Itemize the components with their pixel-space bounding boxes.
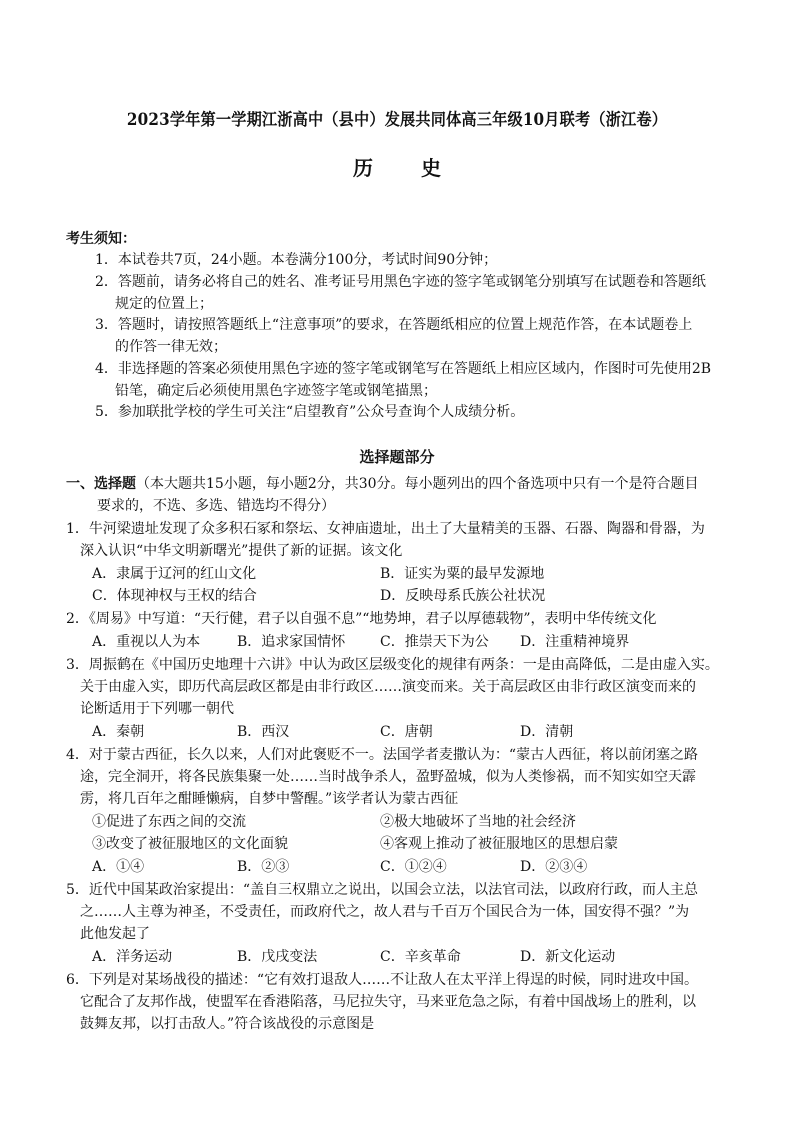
notice-item: 5．参加联批学校的学生可关注“启望教育”公众号查询个人成绩分析。 — [95, 404, 525, 420]
question-1-stem: 1．牛河梁遗址发现了众多积石冢和祭坛、女神庙遗址，出土了大量精美的玉器、石器、陶器和骨器，为 — [66, 521, 705, 537]
q3-option-d: D．清朝 — [520, 724, 574, 740]
q3-option-c: C．唐朝 — [380, 724, 433, 740]
section-intro — [66, 474, 699, 494]
q1-option-b: B．证实为粟的最早发源地 — [380, 566, 545, 582]
question-5-stem: 5．近代中国某政治家提出：“盖自三权鼎立之说出，以国会立法，以法官司法，以政府行政，而人主总 — [66, 882, 699, 898]
section-title: 选择题部分 — [359, 448, 435, 466]
question-6-stem: 鼓舞友邦，以打击敌人。”符合该战役的示意图是 — [80, 1016, 375, 1032]
q5-option-c: C．辛亥革命 — [380, 949, 461, 965]
notice-item: 规定的位置上； — [115, 296, 213, 312]
notice-item: 铅笔，确定后必须使用黑色字迹签字笔或钢笔描黑； — [115, 383, 437, 399]
q1-option-c: C．体现神权与王权的结合 — [92, 588, 257, 604]
notice-item: 的作答一律无效； — [115, 339, 227, 355]
question-3-stem: 关于由虚入实，即历代高层政区都是由非行政区……演变而来。关于高层政区由非行政区演变而来的 — [80, 679, 696, 695]
question-6-stem: 6．下列是对某场战役的描述：“它有效打退敌人……不让敌人在太平洋上得逞的时候，同时进攻中国。 — [66, 972, 699, 988]
q4-option-a: A．①④ — [92, 859, 145, 875]
q4-option-c: C．①②④ — [380, 859, 447, 875]
notice-item: 1．本试卷共7页，24小题。本卷满分100分，考试时间90分钟； — [95, 252, 498, 268]
q1-option-a: A．隶属于辽河的红山文化 — [92, 566, 257, 582]
question-5-stem: 之……人主尊为神圣，不受责任，而政府代之，故人君与千百万个国民合为一体，国安得不强？”为 — [80, 904, 690, 920]
q1-option-d: D．反映母系氏族公社状况 — [380, 588, 546, 604]
notice-heading: 考生须知： — [66, 231, 136, 247]
question-5-stem: 此他发起了 — [80, 926, 150, 942]
q2-option-d: D．注重精神境界 — [520, 634, 630, 650]
question-3-stem: 3．周振鹤在《中国历史地理十六讲》中认为政区层级变化的规律有两条：一是由高降低，二是由虚入实。 — [66, 657, 719, 673]
q4-statement-4: ④客观上推动了被征服地区的思想启蒙 — [380, 836, 618, 852]
q3-option-a: A．秦朝 — [92, 724, 145, 740]
question-3-stem: 论断适用于下列哪一朝代 — [80, 701, 234, 717]
q4-statement-2: ②极大地破坏了当地的社会经济 — [380, 814, 576, 830]
question-6-stem: 它配合了友邦作战，使盟军在香港陷落，马尼拉失守，马来亚危急之际，有着中国战场上的胜利，以 — [80, 994, 696, 1010]
q4-statement-3: ③改变了被征服地区的文化面貌 — [92, 836, 288, 852]
section-intro-text: （本大题共15小题，每小题2分，共30分。每小题列出的四个备选项中只有一个是符合题目 — [136, 476, 699, 492]
q4-statement-1: ①促进了东西之间的交流 — [92, 814, 246, 830]
subject-title: 历 史 — [353, 156, 455, 180]
q5-option-b: B．戊戌变法 — [237, 949, 318, 965]
q5-option-d: D．新文化运动 — [520, 949, 616, 965]
q3-option-b: B．西汉 — [237, 724, 290, 740]
notice-item: 3．答题时，请按照答题纸上“注意事项”的要求，在答题纸相应的位置上规范作答，在本试题卷上 — [95, 317, 693, 333]
notice-item: 2．答题前，请务必将自己的姓名、准考证号用黑色字迹的签字笔或钢笔分别填写在试题卷和答题纸 — [95, 274, 706, 290]
question-4-stem: 途，完全洞开，将各民族集聚一处……当时战争杀人，盈野盈城，似为人类惨祸，而不知实如空天霹 — [80, 769, 696, 785]
exam-title: 2023学年第一学期江浙高中（县中）发展共同体高三年级10月联考（浙江卷） — [126, 110, 668, 129]
section-intro-label: 一、选择题 — [66, 476, 136, 492]
question-4-stem: 4．对于蒙古西征，长久以来，人们对此褒贬不一。法国学者麦撒认为：“蒙古人西征，将以前闭塞之路 — [66, 747, 699, 763]
notice-item: 4．非选择题的答案必须使用黑色字迹的签字笔或钢笔写在答题纸上相应区域内，作图时可先使用2B — [95, 361, 712, 377]
q2-option-b: B．追求家国情怀 — [237, 634, 346, 650]
question-2-stem: 2．《周易》中写道：“天行健，君子以自强不息”“地势坤，君子以厚德载物”，表明中华传统文化 — [66, 611, 657, 627]
q2-option-c: C．推崇天下为公 — [380, 634, 489, 650]
q5-option-a: A．洋务运动 — [92, 949, 173, 965]
question-4-stem: 雳，将几百年之酣睡懒病，自梦中警醒。”该学者认为蒙古西征 — [80, 791, 459, 807]
section-intro-cont: 要求的，不选、多选、错选均不得分） — [97, 498, 335, 514]
q4-option-d: D．②③④ — [520, 859, 588, 875]
question-1-stem: 深入认识“中华文明新曙光”提供了新的证据。该文化 — [80, 543, 403, 559]
q2-option-a: A．重视以人为本 — [92, 634, 201, 650]
q4-option-b: B．②③ — [237, 859, 290, 875]
